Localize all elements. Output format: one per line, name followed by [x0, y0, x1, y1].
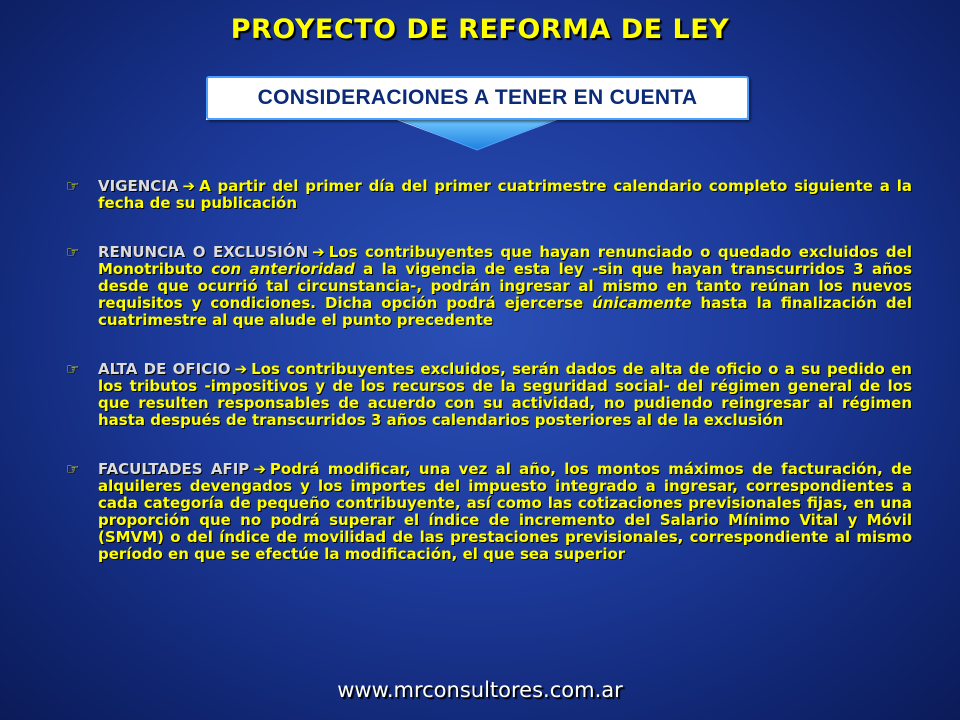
item-term: VIGENCIA: [98, 177, 179, 195]
item-text: a la vigencia de esta ley -sin que hayan transcurridos 3 años desde que ocurrió tal circunstancia-, podrán ingresar al mismo en tanto reúnan los nuevos requisitos y condiciones. Dicha opción podrá ejercerse: [98, 260, 912, 312]
pointing-hand-icon: ☞: [66, 460, 80, 478]
item-text: Los contribuyentes que hayan renunciado o quedado excluidos del Monotributo: [98, 243, 912, 278]
pointing-hand-icon: ☞: [66, 177, 80, 195]
subtitle-box: [206, 76, 749, 120]
subtitle-callout: [206, 72, 753, 152]
list-item-facultades-afip: [66, 461, 912, 563]
item-emphasis: con anterioridad: [211, 260, 355, 278]
list-item-alta-de-oficio: [66, 361, 912, 429]
pointing-hand-icon: ☞: [66, 243, 80, 261]
subtitle-text: CONSIDERACIONES A TENER EN CUENTA: [257, 86, 698, 109]
right-arrow-icon: ➔: [253, 460, 266, 478]
right-arrow-icon: ➔: [234, 360, 248, 378]
list-item-vigencia: [66, 178, 912, 212]
item-text: Podrá modificar, una vez al año, los montos máximos de facturación, de alquileres devengados y los importes del impuesto integrado a ingresar, correspondientes a cada categoría de pequeño contribuyente, así como las cotizaciones previsionales fijas, en una proporción que no podrá superar el índice de incremento del Salario Mínimo Vital y Móvil (SMVM) o del índice de movilidad de las prestaciones previsionales, correspondiente al mismo período en que se efectúe la modificación, el que sea superior: [98, 460, 912, 563]
item-text: hasta la finalización del cuatrimestre al que alude el punto precedente: [98, 294, 912, 329]
pointing-hand-icon: ☞: [66, 360, 80, 378]
item-text: Los contribuyentes excluidos, serán dados de alta de oficio o a su pedido en los tributos -impositivos y de los recursos de la seguridad social- del régimen general de los que resulten responsables de acuerdo con su actividad, no pudiendo reingresar al régimen hasta después de transcurridos 3 años calendarios posteriores al de la exclusión: [98, 360, 912, 429]
considerations-list: [66, 178, 912, 595]
item-term: ALTA DE OFICIO: [98, 360, 231, 378]
item-emphasis: únicamente: [592, 294, 692, 312]
website-footer: www.mrconsultores.com.ar: [337, 678, 623, 702]
item-term: RENUNCIA O EXCLUSIÓN: [98, 243, 309, 261]
item-text: A partir del primer día del primer cuatrimestre calendario completo siguiente a la fecha de su publicación: [98, 177, 912, 212]
slide-title: PROYECTO DE REFORMA DE LEY: [230, 14, 730, 45]
callout-down-arrow-icon: [206, 116, 753, 152]
right-arrow-icon: ➔: [312, 243, 325, 261]
right-arrow-icon: ➔: [182, 177, 196, 195]
item-term: FACULTADES AFIP: [98, 460, 250, 478]
list-item-renuncia: [66, 244, 912, 329]
